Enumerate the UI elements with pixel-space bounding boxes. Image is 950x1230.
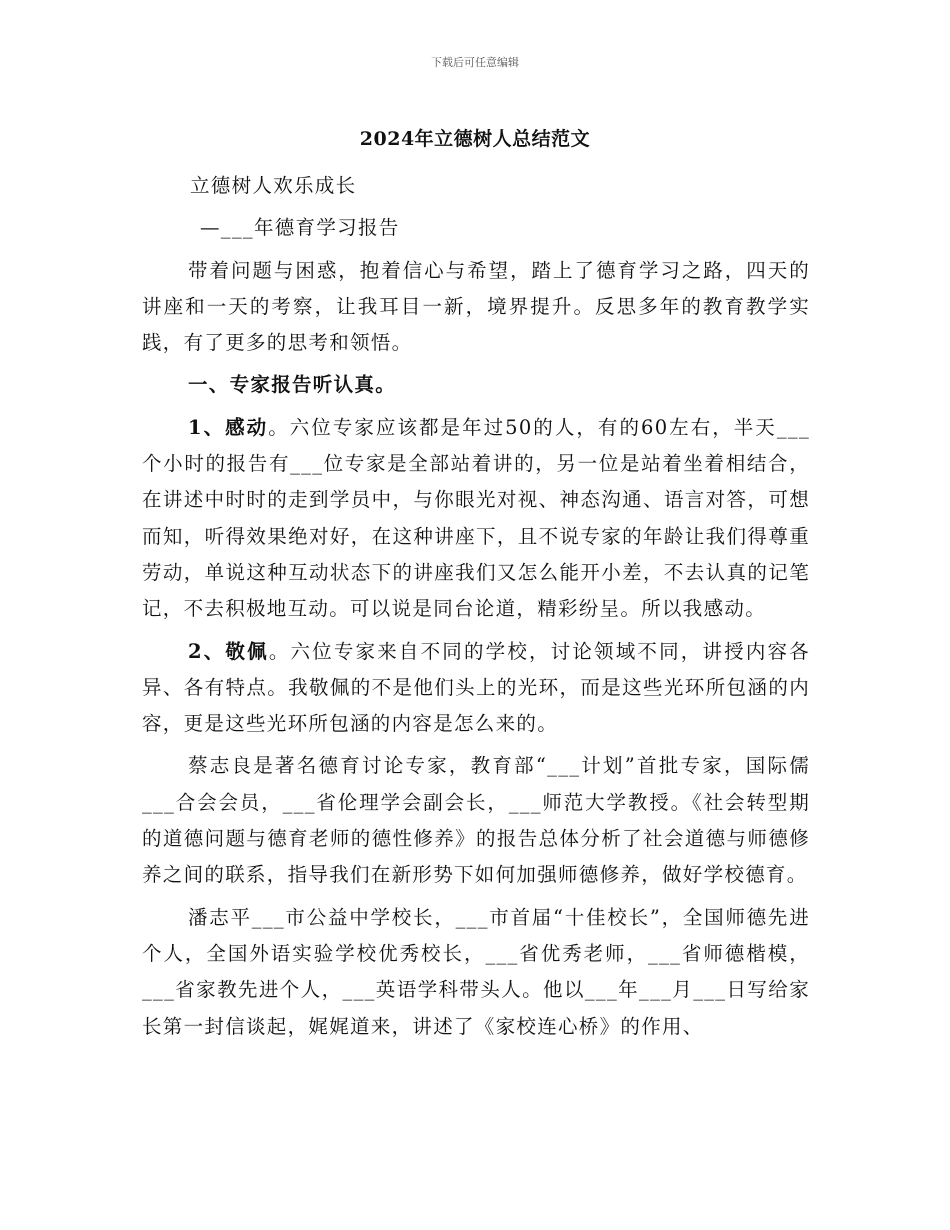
paragraph-touched-body: 。六位专家应该都是年过50的人，有的60左右，半天___个小时的报告有___位专家是全部站着讲的，另一位是站着坐着相结合，在讲述中时时的走到学员中，与你眼光对视、神态沟通、语言对答，可想而知，听得效果绝对好，在这种讲座下，且不说专家的年龄让我们得尊重劳动，单说这种互动状态下的讲座我们又怎么能开小差，不去认真的记笔记，不去积极地互动。可以说是同台论道，精彩纷呈。所以我感动。	[142, 415, 810, 621]
subtitle-report: —___年德育学习报告	[200, 216, 400, 240]
paragraph-admire	[142, 634, 810, 743]
subtitle: 立德树人欢乐成长	[190, 174, 357, 197]
paragraph-admire-lead: 2、敬佩	[188, 639, 269, 663]
paragraph-pan: 潘志平___市公益中学校长，___市首届“十佳校长”，全国师德先进个人，全国外语实验学校优秀校长，___省优秀老师，___省师德楷模，___省家教先进个人，___英语学科带头人。他以___年___月___日写给家长第一封信谈起，娓娓道来，讲述了《家校连心桥》的作用、	[142, 905, 810, 1038]
paragraph-touched-lead: 1、感动	[188, 415, 269, 439]
paragraph-touched	[142, 410, 810, 628]
document-body	[142, 168, 810, 1051]
section-heading-1: 一、专家报告听认真。	[188, 373, 397, 397]
paragraph-cai: 蔡志良是著名德育讨论专家，教育部“___计划”首批专家，国际儒___合会会员，___省伦理学会副会长，___师范大学教授。《社会转型期的道德问题与德育老师的德性修养》的报告总体分析了社会道德与师德修养之间的联系，指导我们在新形势下如何加强师德修养，做好学校德育。	[142, 754, 810, 887]
header-note: 下载后可任意编辑	[431, 56, 519, 69]
paragraph-intro: 带着问题与困惑，抱着信心与希望，踏上了德育学习之路，四天的讲座和一天的考察，让我耳目一新，境界提升。反思多年的教育教学实践，有了更多的思考和领悟。	[142, 258, 810, 355]
paragraph-admire-body: 。六位专家来自不同的学校，讨论领域不同，讲授内容各异、各有特点。我敬佩的不是他们头上的光环，而是这些光环所包涵的内容，更是这些光环所包涵的内容是怎么来的。	[142, 639, 810, 736]
document-title: 2024年立德树人总结范文	[359, 128, 591, 150]
